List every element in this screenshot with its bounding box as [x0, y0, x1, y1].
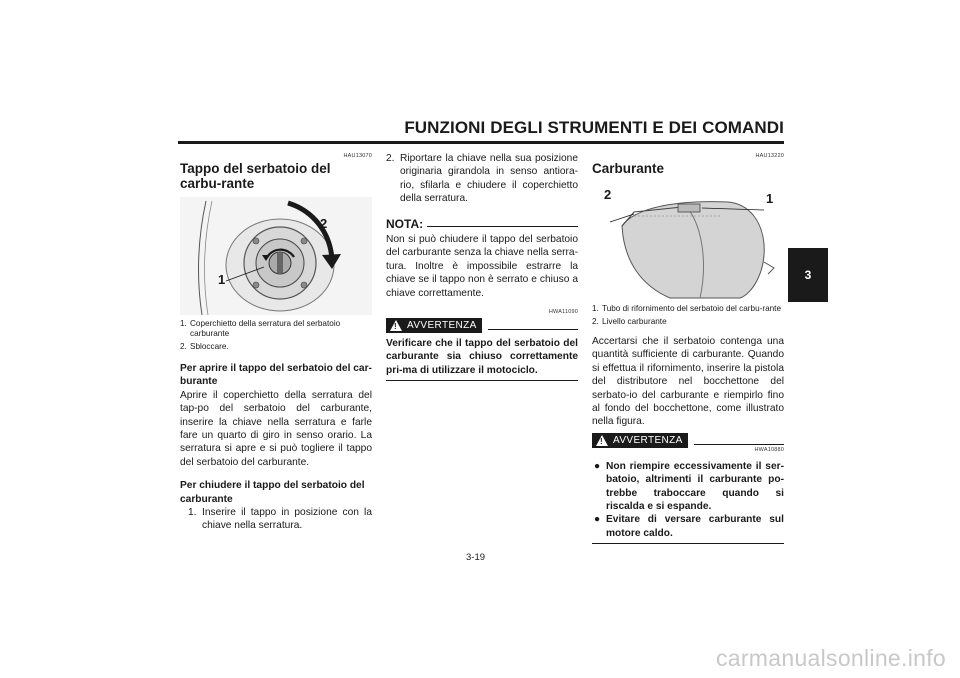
step-item: 2. Riportare la chiave nella sua posizione originaria girandola in senso antiora-rio, sfilarla e chiudere il coperchietto della serratura.: [386, 153, 578, 205]
section-title: Tappo del serbatoio del carbu-rante: [180, 161, 331, 191]
caption-item: 2. Sbloccare.: [180, 342, 229, 351]
warning-code: HWA10880: [754, 446, 784, 453]
bullet-icon: ●: [594, 460, 601, 472]
caption-item: 1. Coperchietto della serratura del serbatoio carburante: [180, 319, 341, 338]
figure-caption: [180, 319, 372, 352]
fuel-cap-illustration: [180, 197, 372, 315]
warning-triangle-icon: !: [596, 435, 608, 446]
section-code: HAU13220: [755, 153, 784, 159]
note-text: Non si può chiudere il tappo del serbatoio del carburante senza la chiave nella serra-tura. Inoltre è impossibile estrarre la chiave se il tappo non è serrato e chiuso a chiave correttamente.: [386, 234, 578, 299]
figure-caption: [592, 304, 784, 327]
section-code: HAU13070: [343, 153, 372, 159]
warning-badge: [386, 318, 482, 333]
close-steps: [180, 506, 372, 533]
warning-badge: [592, 433, 688, 448]
fuel-cap-figure: [180, 197, 372, 315]
step-item: 1. Inserire il tappo in posizione con la chiave nella serratura.: [188, 507, 372, 532]
warning-bullet: ● Evitare di versare carburante sul motore caldo.: [594, 514, 784, 539]
close-steps-continued: [386, 152, 578, 206]
note-label: NOTA:: [386, 216, 424, 231]
warning-rule: [694, 444, 784, 445]
figure-callout-2: 2: [320, 216, 328, 231]
figure-callout-2: 2: [604, 187, 612, 202]
warning-header: [386, 318, 578, 333]
fuel-instructions: Accertarsi che il serbatoio contenga una quantità sufficiente di carburante. Quando si effettua il rifornimento, inserire la pistola del distributore nel bocchettone del serbato-io del carburante e riempirlo fino al fondo del bocchettone, come illustrato nella figura.: [592, 336, 784, 428]
warning-label: AVVERTENZA: [613, 434, 683, 446]
page-title: FUNZIONI DEGLI STRUMENTI E DEI COMANDI: [404, 118, 784, 137]
column-fuel: [592, 152, 784, 544]
page-number: 3-19: [466, 552, 486, 563]
warning-bullet: ● Non riempire eccessivamente il ser-batoio, altrimenti il carburante po-trebbe traboccare quando si riscalda e si espande.: [594, 460, 784, 513]
warning-triangle-icon: !: [390, 320, 402, 331]
figure-callout-1: 1: [218, 272, 226, 287]
section-title: Carburante: [592, 161, 665, 176]
note-header: [386, 218, 578, 231]
open-instructions: Aprire il coperchietto della serratura del tap-po del serbatoio del carburante, inserire la chiave nella serratura e farle fare un quarto di giro in senso orario. La serratura si apre e si può togliere il tappo del serbatoio del carburante.: [180, 389, 372, 468]
header-rule: [178, 141, 784, 144]
chapter-tab[interactable]: 3: [788, 248, 828, 302]
figure-callout-1: 1: [766, 191, 774, 206]
watermark: carmanualsonline.info: [715, 645, 946, 671]
note-rule: [427, 226, 578, 227]
fuel-tank-illustration: [592, 182, 784, 300]
caption-item: 1. Tubo di rifornimento del serbatoio del carbu-rante: [592, 304, 782, 313]
close-heading: Per chiudere il tappo del serbatoio del carburante: [180, 480, 365, 505]
warning-code: HWA11090: [548, 309, 578, 316]
column-fuel-cap-continued: [386, 152, 578, 381]
open-heading: Per aprire il tappo del serbatoio del car-burante: [180, 363, 372, 388]
warning-label: AVVERTENZA: [407, 319, 477, 331]
bullet-icon: ●: [594, 514, 601, 526]
warning-rule: [488, 329, 578, 330]
fuel-tank-figure: [592, 182, 784, 300]
column-fuel-cap: [180, 152, 372, 533]
caption-item: 2. Livello carburante: [592, 317, 667, 326]
warning-text: Verificare che il tappo del serbatoio del carburante sia chiuso correttamente pri-ma di utilizzare il motociclo.: [386, 337, 578, 381]
warning-list: [592, 460, 784, 544]
